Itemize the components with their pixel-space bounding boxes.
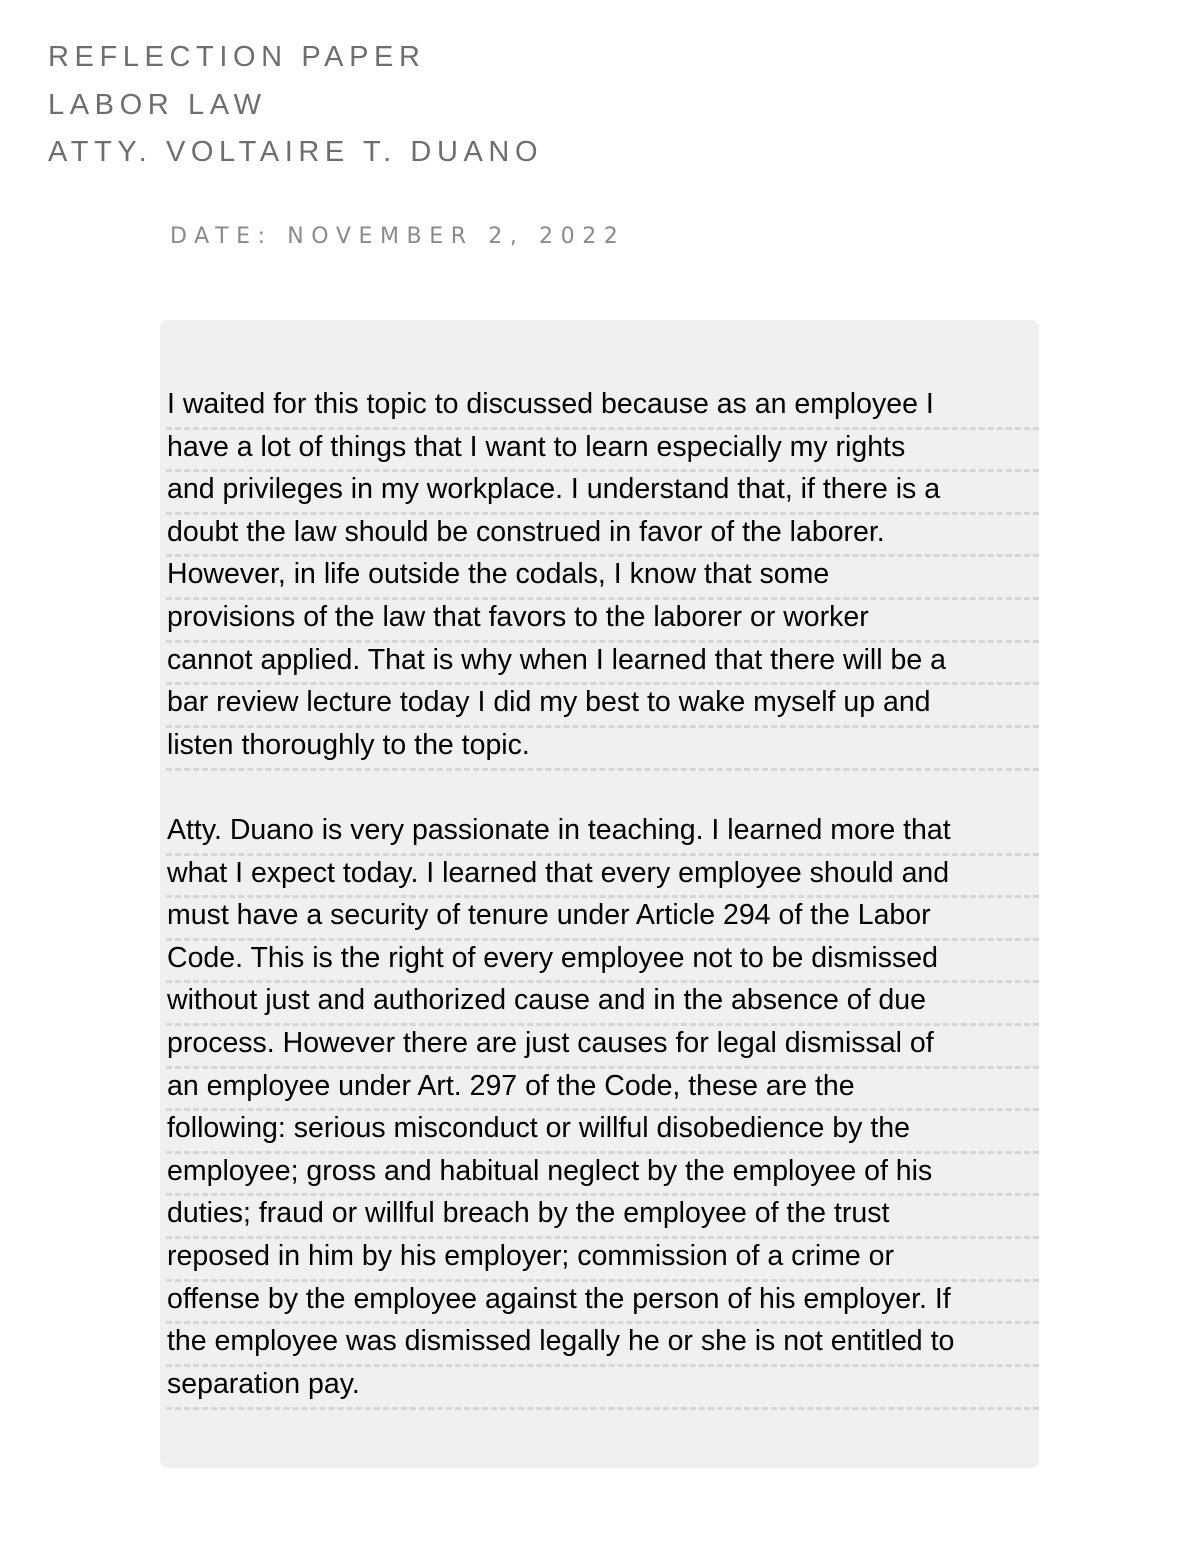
text-line: an employee under Art. 297 of the Code, these are the [166,1069,1039,1112]
document-date: DATE: NOVEMBER 2, 2022 [170,224,626,249]
document-instructor: ATTY. VOLTAIRE T. DUANO [48,136,544,168]
text-line: reposed in him by his employer; commission of a crime or [166,1239,1039,1282]
text-line: cannot applied. That is why when I learned that there will be a [166,643,1039,686]
text-line: provisions of the law that favors to the laborer or worker [166,600,1039,643]
reflection-body-panel [160,320,1039,1468]
document-header [48,34,543,177]
text-line: bar review lecture today I did my best to wake myself up and [166,685,1039,728]
document-subject: LABOR LAW [48,88,267,121]
text-line: process. However there are just causes for legal dismissal of [166,1026,1039,1069]
text-line: must have a security of tenure under Article 294 of the Labor [166,898,1039,941]
text-line: without just and authorized cause and in the absence of due [166,983,1039,1026]
text-line: the employee was dismissed legally he or she is not entitled to [166,1324,1039,1367]
paragraph-2 [166,813,1039,1410]
text-line: doubt the law should be construed in favor of the laborer. [166,515,1039,558]
text-line: what I expect today. I learned that every employee should and [166,856,1039,899]
paragraph-1 [166,387,1039,771]
text-line: offense by the employee against the person of his employer. If [166,1282,1039,1325]
text-line: listen thoroughly to the topic. [166,728,1039,771]
text-line: have a lot of things that I want to learn especially my rights [166,430,1039,473]
text-line: employee; gross and habitual neglect by the employee of his [166,1154,1039,1197]
text-line: and privileges in my workplace. I understand that, if there is a [166,472,1039,515]
text-line: following: serious misconduct or willful disobedience by the [166,1111,1039,1154]
text-line: duties; fraud or willful breach by the employee of the trust [166,1196,1039,1239]
text-line: Code. This is the right of every employee not to be dismissed [166,941,1039,984]
text-line: I waited for this topic to discussed because as an employee I [166,387,1039,430]
document-title: REFLECTION PAPER [48,41,426,73]
text-line: separation pay. [166,1367,1039,1410]
text-line: However, in life outside the codals, I know that some [166,557,1039,600]
text-line: Atty. Duano is very passionate in teaching. I learned more that [166,813,1039,856]
